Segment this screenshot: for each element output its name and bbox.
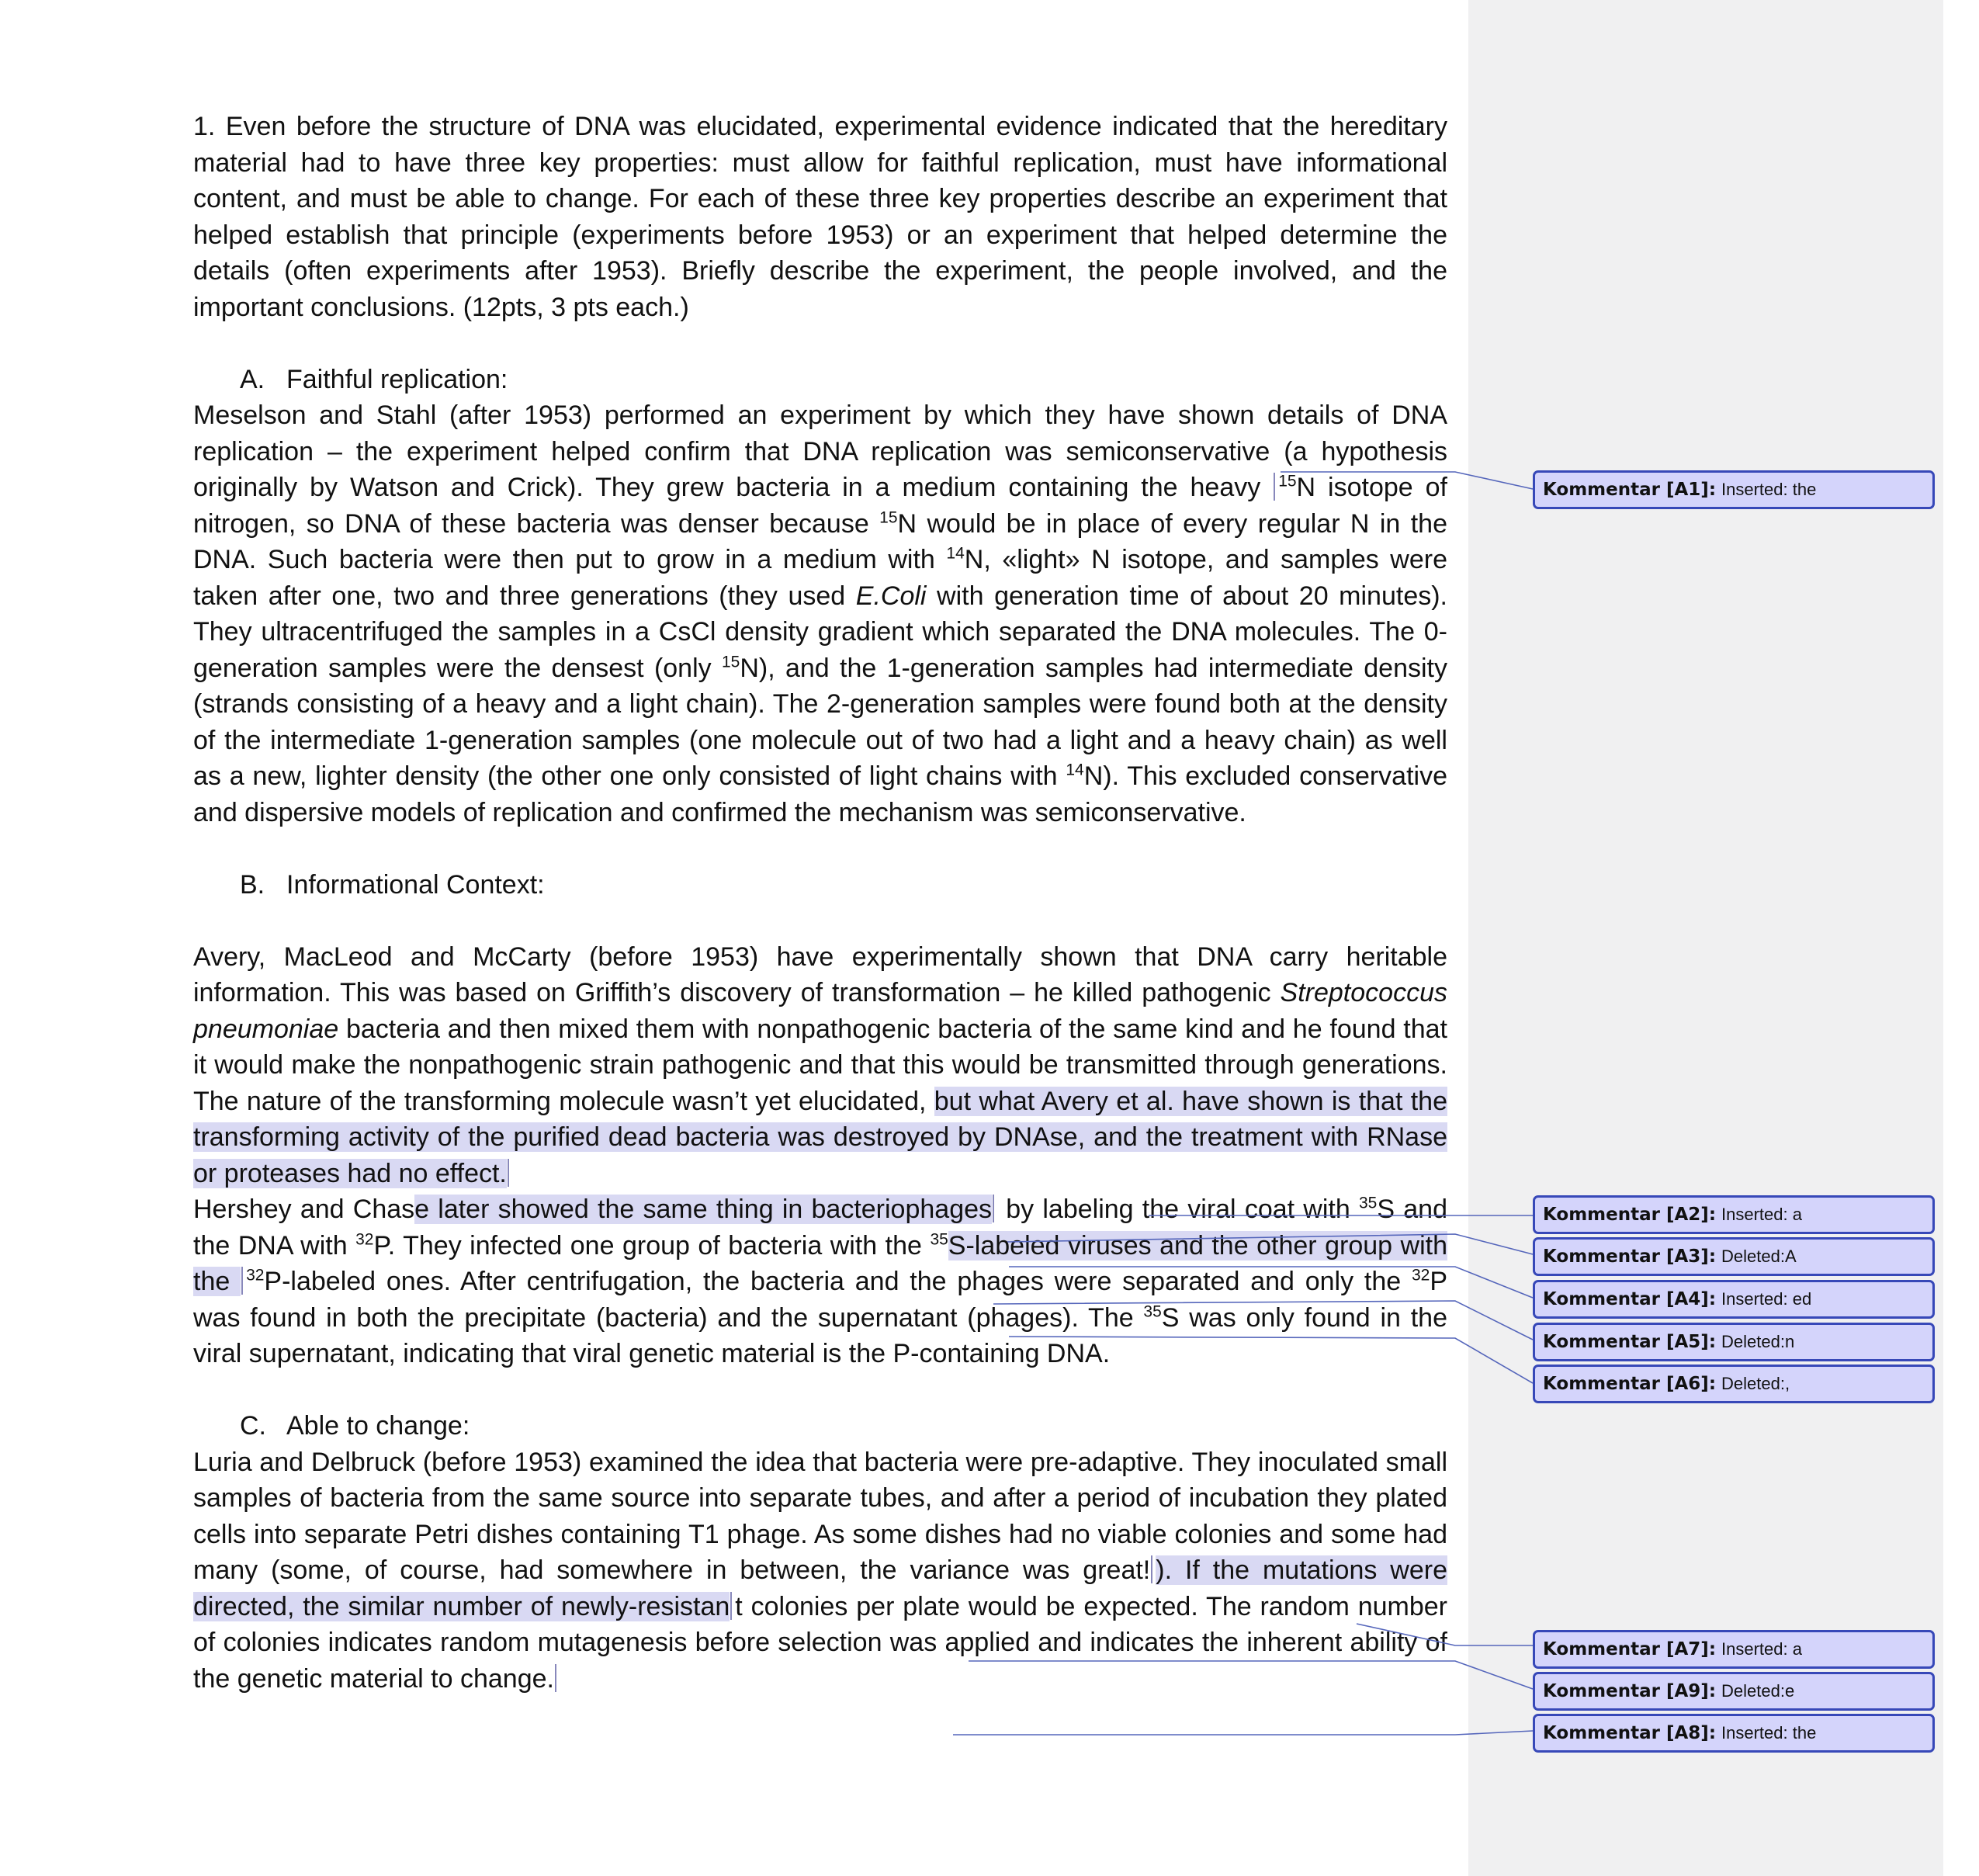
comment-tag: Kommentar [A2]: bbox=[1543, 1205, 1717, 1225]
comment-balloon-a5[interactable] bbox=[1533, 1323, 1935, 1361]
comment-text: Deleted:e bbox=[1721, 1681, 1795, 1701]
comment-anchor-a9[interactable] bbox=[730, 1592, 734, 1620]
tracked-change-highlight[interactable]: S-labeled viruses and the other group with the bbox=[193, 1230, 1448, 1296]
section-c-title: Able to change: bbox=[286, 1411, 470, 1441]
section-a-title: Faithful replication: bbox=[286, 364, 508, 394]
text-run: P. They infected one group of bacteria with the bbox=[373, 1230, 931, 1260]
superscript: 32 bbox=[355, 1230, 374, 1249]
text-run: N), and the 1-generation samples had intermediate density (strands consisting of a heavy and a light chain). The 2-generation samples were found both at the density of the intermediate 1-generation samples (one molecule out of two had a light and a heavy chain) as well as a new, lighter density (the other one only consisted of light chains with bbox=[193, 653, 1447, 791]
comment-tag: Kommentar [A5]: bbox=[1543, 1332, 1717, 1352]
comment-balloon-a1[interactable] bbox=[1533, 470, 1935, 509]
text-run: N would be in place of every regular N in the DNA. Such bacteria were then put to grow in a medium with bbox=[193, 508, 1448, 574]
comment-tag: Kommentar [A9]: bbox=[1543, 1681, 1717, 1701]
text-run: bacteria and then mixed them with nonpathogenic bacteria of the same kind and he found that it would make the nonpathogenic strain pathogenic and that this would be transmitted through generations. The nature of the transforming molecule wasn’t yet elucidated, bbox=[193, 1014, 1447, 1116]
comment-balloon-a3[interactable] bbox=[1533, 1237, 1935, 1276]
comment-tag: Kommentar [A6]: bbox=[1543, 1374, 1717, 1394]
comment-anchor-a1[interactable] bbox=[1274, 473, 1277, 501]
text-run: N, «light» N isotope, and samples were taken after one, two and three generations (they used bbox=[193, 545, 1447, 611]
text-run: by labeling the viral coat with bbox=[997, 1195, 1359, 1224]
comment-text: Inserted: a bbox=[1721, 1639, 1802, 1659]
text-run: with generation time of about 20 minutes). They ultracentrifuged the samples in a CsCl density gradient which separated the DNA molecules. The 0-generation samples were the densest (only bbox=[193, 581, 1447, 683]
superscript: 35 bbox=[1143, 1302, 1162, 1321]
superscript: 15 bbox=[721, 653, 740, 671]
comment-text: Inserted: a bbox=[1721, 1205, 1802, 1224]
comment-text: Deleted:n bbox=[1721, 1332, 1795, 1351]
section-c-paragraph bbox=[193, 1444, 1447, 1697]
section-b-heading bbox=[193, 867, 1447, 903]
text-run: S and the DNA with bbox=[193, 1195, 1447, 1260]
comment-anchor-a3[interactable] bbox=[993, 1195, 996, 1222]
species-name: Streptococcus pneumoniae bbox=[193, 978, 1447, 1044]
text-run: N). This excluded conservative and dispersive models of replication and confirmed the mechanism was semiconservative. bbox=[193, 761, 1447, 827]
comment-tag: Kommentar [A1]: bbox=[1543, 480, 1717, 500]
comment-text: Deleted:, bbox=[1721, 1374, 1790, 1393]
superscript: 32 bbox=[246, 1266, 265, 1285]
superscript: 35 bbox=[930, 1230, 948, 1249]
comment-text: Inserted: the bbox=[1721, 480, 1817, 499]
question-intro: 1. Even before the structure of DNA was elucidated, experimental evidence indicated that the hereditary material had to have three key properties: must allow for faithful replication, must have informational content, and must be able to change. For each of these three key properties describe an experiment that helped establish that principle (experiments before 1953) or an experiment that helped determine the details (often experiments after 1953). Briefly describe the experiment, the people involved, and the important conclusions. (12pts, 3 pts each.) bbox=[193, 112, 1447, 322]
text-run: N isotope of nitrogen, so DNA of these bacteria was denser because bbox=[193, 473, 1447, 539]
comment-anchor-a7[interactable] bbox=[1151, 1555, 1155, 1583]
comment-anchor-a2[interactable] bbox=[508, 1159, 511, 1187]
text-run: Hershey and Chas bbox=[193, 1195, 415, 1224]
tracked-change-highlight[interactable]: but what Avery et al. have shown is that the transforming activity of the purified dead bacteria was destroyed by DNAse, and the treatment with RNase or proteases had no effect. bbox=[193, 1086, 1448, 1188]
comment-balloon-a8[interactable] bbox=[1533, 1714, 1935, 1753]
superscript: 14 bbox=[1066, 761, 1084, 779]
comment-tag: Kommentar [A3]: bbox=[1543, 1247, 1717, 1267]
comment-balloon-a7[interactable] bbox=[1533, 1630, 1935, 1669]
comment-text: Deleted:A bbox=[1721, 1247, 1797, 1266]
comment-balloon-a9[interactable] bbox=[1533, 1672, 1935, 1711]
section-a-paragraph bbox=[193, 397, 1447, 831]
superscript: 15 bbox=[1278, 472, 1297, 491]
section-b-title: Informational Context: bbox=[286, 869, 545, 900]
section-b-paragraph-1 bbox=[193, 939, 1447, 1192]
comment-text: Inserted: the bbox=[1721, 1723, 1817, 1742]
text-run: t colonies per plate would be expected. The random number of colonies indicates random mutagenesis before selection was applied and indicates the inherent ability of the genetic material to change. bbox=[193, 1591, 1447, 1694]
section-c-number: C. bbox=[240, 1411, 266, 1441]
text-run: S was only found in the viral supernatant, indicating that viral genetic material is the P-containing DNA. bbox=[193, 1302, 1447, 1368]
section-b-paragraph-2 bbox=[193, 1191, 1447, 1372]
comment-tag: Kommentar [A4]: bbox=[1543, 1289, 1717, 1309]
comment-anchor-a8[interactable] bbox=[555, 1664, 559, 1692]
section-c-heading bbox=[193, 1408, 1447, 1444]
comment-tag: Kommentar [A8]: bbox=[1543, 1723, 1717, 1743]
comment-balloon-a4[interactable] bbox=[1533, 1280, 1935, 1319]
superscript: 35 bbox=[1359, 1194, 1378, 1212]
tracked-change-highlight[interactable]: e later showed the same thing in bacteriophages bbox=[414, 1195, 993, 1224]
text-run: P was found in both the precipitate (bacteria) and the supernatant (phages). The bbox=[193, 1267, 1447, 1333]
comment-balloon-a6[interactable] bbox=[1533, 1365, 1935, 1403]
species-name: E.Coli bbox=[855, 581, 927, 611]
comment-anchor-a5[interactable] bbox=[241, 1267, 245, 1295]
tracked-change-highlight[interactable]: ). If the mutations were directed, the similar number of newly-resistan bbox=[193, 1555, 1447, 1621]
section-b-number: B. bbox=[240, 869, 265, 900]
text-run: Meselson and Stahl (after 1953) performed an experiment by which they have shown details of DNA replication – the experiment helped confirm that DNA replication was semiconservative (a hypothesis originally by Watson and Crick). They grew bacteria in a medium containing the heavy bbox=[193, 401, 1447, 502]
superscript: 15 bbox=[879, 508, 898, 527]
comment-margin-pane bbox=[1468, 0, 1943, 1876]
comment-tag: Kommentar [A7]: bbox=[1543, 1639, 1717, 1659]
comment-text: Inserted: ed bbox=[1721, 1289, 1812, 1309]
text-run: Avery, MacLeod and McCarty (before 1953) have experimentally shown that DNA carry heritable information. This was based on Griffith’s discovery of transformation – he killed pathogenic bbox=[193, 941, 1447, 1007]
document-body bbox=[193, 109, 1447, 1697]
superscript: 32 bbox=[1411, 1266, 1430, 1285]
section-a-number: A. bbox=[240, 364, 265, 394]
superscript: 14 bbox=[946, 544, 965, 563]
text-run: Luria and Delbruck (before 1953) examined the idea that bacteria were pre-adaptive. They inoculated small samples of bacteria from the same source into separate tubes, and after a period of incubation they plated cells into separate Petri dishes containing T1 phage. As some dishes had no viable colonies and some had many (some, of course, had somewhere in between, the variance was great! bbox=[193, 1447, 1447, 1585]
section-a-heading bbox=[193, 362, 1447, 398]
comment-balloon-a2[interactable] bbox=[1533, 1195, 1935, 1234]
text-run: P-labeled ones. After centrifugation, the bacteria and the phages were separated and only the bbox=[264, 1267, 1412, 1296]
